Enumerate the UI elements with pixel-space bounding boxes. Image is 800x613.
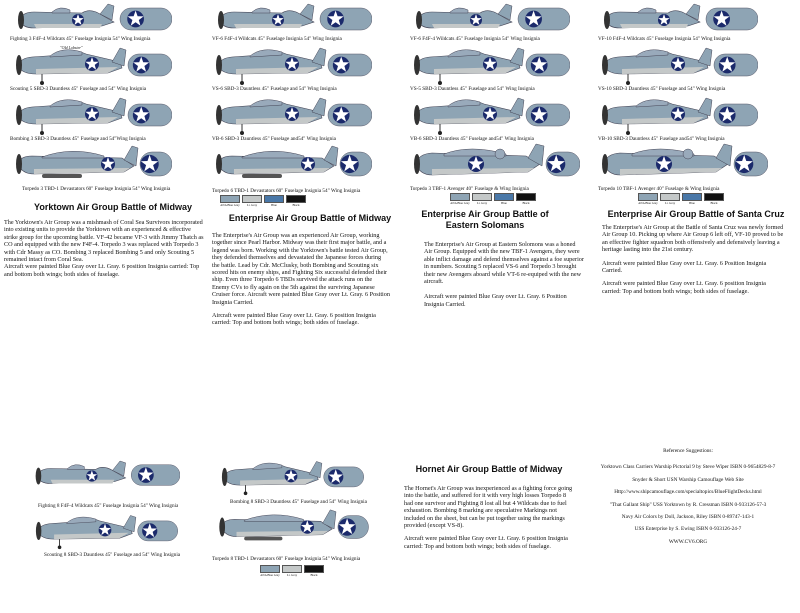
plane-profile: [12, 0, 208, 36]
swatch-blue-gray: [638, 193, 658, 201]
plane-caption: Fighting 3 F4F-4 Wildcats 45" Fuselage Insignia 54" Wing Insignia: [10, 36, 151, 42]
group-paragraph: The Yorktown's Air Group was a mishmash of Coral Sea Survivors incorporated into existing units to provide the Yorktown with an experienced & effective strike group for the upcoming battle. VF-42 became VF-3 with Jimmy Thatch as CO and equipped with the new F4F-4. Torpedo 3 was replaced with Torpedo 3 with Cdr Massy as CO. Bombing 3 replaced Bombing 5 and only Scouting 5 remained intact from Coral Sea.: [4, 219, 204, 264]
swatch-label: Lt. Gray: [664, 201, 676, 205]
swatch-light-gray: [242, 195, 262, 203]
group-title: Enterprise Air Group Battle of Eastern Solomans: [421, 209, 549, 230]
swatch-black: [704, 193, 724, 201]
swatch-blue: [682, 193, 702, 201]
plane-profile: [598, 0, 794, 36]
swatch-label: Lt. Gray: [246, 203, 258, 207]
reference-item: USS Enterprise by S. Ewing ISBN 0-933126-24-7: [634, 526, 742, 533]
swatch-label: ANA Blue Gray: [260, 573, 280, 577]
plane-profile: [598, 42, 794, 86]
swatch-label: Black: [522, 201, 530, 205]
group-title: Yorktown Air Group Battle of Midway: [33, 202, 192, 212]
plane-profile: [12, 142, 208, 186]
plane-caption: VB-6 SBD-3 Dauntless 45" Fuselage and54" Wing Insignia: [410, 136, 534, 142]
reference-suggestions: [588, 448, 788, 551]
plane-caption: Fighting 8 F4F-4 Wildcats 45" Fuselage Insignia 54" Wing Insignia: [38, 503, 179, 509]
group-paragraph: The Enterprise's Air Group at Eastern Solomons was a honed Air Group. Equipped with the new TBF-1 Avengers, they were able inflict damage and defend themselves against a foe superior in numbers. Scouting 5 replaced VS-6 and Torpedo 3 brought their new Avengers aboard while VT-6 re-equiped with the new aircraft.: [424, 241, 584, 286]
plane-caption: VB-6 SBD-3 Dauntless 45" Fuselage and54" Wing Insignia: [212, 136, 336, 142]
plane-profile: [410, 0, 606, 36]
paint-swatches: [220, 195, 408, 207]
plane-profile: [212, 142, 408, 188]
plane-profile: [12, 42, 208, 86]
swatch-blue-gray: [450, 193, 470, 201]
swatch-label: Lt. Gray: [476, 201, 488, 205]
plane-profile: [212, 506, 372, 555]
swatch-black: [516, 193, 536, 201]
enterprise-santa-cruz-column: [598, 0, 794, 295]
plane-caption: Bombing 8 SBD-3 Dauntless 45" Fuselage and 54" Wing Insignia: [230, 499, 367, 505]
plane-caption: VS-10 SBD-3 Dauntless 45" Fuselage and 54" Wing Insignia: [598, 86, 726, 92]
hornet-planes: [30, 456, 400, 606]
plane-profile: [216, 456, 366, 501]
swatch-light-gray: [660, 193, 680, 201]
swatch-label: ANA Blue Gray: [450, 201, 470, 205]
group-paragraph: Aircraft were painted Blue Gray over Lt. Gray. 6 position Insignia carried: Top and bottom both wings; both sides of fuselage.: [404, 535, 568, 550]
swatch-label: ANA Blue Gray: [638, 201, 658, 205]
swatch-black: [304, 565, 324, 573]
group-paragraph: The Enterprise's Air Group was an experienced Air Group, working together since Pearl Harbor. Midway was their first major battle, and a legend was born. Working with the Yorktown's battle tested Air Group, they defended themselves and devastated the Japanese forces during the battle. Lead by Cdr. McClusky, both Bombing and Scouting six scored hits on enemy ships, and Fighting Six successful defended their ship. Even three Torpedo 6 TBDs survived the attack runs on the Enemy CVs to fly again on the 5th against the surviving Japanese Cruiser force. Aircraft were painted Blue Gray over Lt. Gray. 6 Position Insignia Carried.: [212, 232, 390, 306]
plane-profile: [598, 142, 794, 186]
plane-caption: Scouting 5 SBD-3 Dauntless 45" Fuselage and 54" Wing Insignia: [10, 86, 147, 92]
group-paragraph: Aircraft were painted Blue Gray over Lt. Gray. 6 position Insignia carried: Top and bottom both wings; both sides of fuselage.: [212, 312, 376, 327]
plane-profile: [212, 0, 408, 36]
swatch-label: Black: [292, 203, 300, 207]
reference-item: "That Gallant Ship" USS Yorktown by R. Cressman ISBN 0-933126-57-3: [609, 501, 767, 508]
plane-caption: Bombing 3 SBD-3 Dauntless 45" Fuselage and 54"Wing Insignia: [10, 136, 146, 142]
enterprise-midway-column: [212, 0, 408, 327]
group-paragraph: Aircraft were painted Blue Gray over Lt. Gray. 6 position Insignia carried: Top and bottom both wings; both sides of fuselage.: [602, 280, 766, 295]
swatch-blue-gray: [260, 565, 280, 573]
group-title: Enterprise Air Group Battle of Santa Cruz: [607, 209, 785, 219]
swatch-blue: [494, 193, 514, 201]
group-paragraph: The Hornet's Air Group was inexperienced as a fighting force going into the battle, and suffered for it with very high losses Torpedo 8 had one survivor and Fighting 8 lost all but 4 Wildcats due to fuel exhaustion. Bombing 8 marking are speculative Markings not included on the sheet, but can be put together using the markings provided (except VS-8).: [404, 485, 573, 530]
plane-caption: VS-6 SBD-3 Dauntless 45" Fuselage and 54" Wing Insignia: [212, 86, 337, 92]
swatch-label: Lt. Gray: [286, 573, 298, 577]
paint-swatches: [260, 565, 324, 577]
group-paragraph: Aircraft were painted Blue Gray over Lt. Gray. 6 Position Insignia Carried.: [424, 293, 567, 308]
plane-caption: VF-10 F4F-4 Wildcats 45" Fuselage Insignia 54" Wing Insignia: [598, 36, 731, 42]
group-paragraph: The Enterprise's Air Group at the Battle of Santa Cruz was newly formed Air Group 10. Picking up where Air Group 6 left off, VF-10 proved to be an effective fighter squadron both offensively and defensively leaving a heritage lasting into the 21st century.: [602, 224, 784, 254]
plane-caption: VF-6 F4F-4 Wildcats 45" Fuselage Insignia 54" Wing Insignia: [212, 36, 342, 42]
group-paragraph: Aircraft were painted Blue Gray over Lt. Gray. 6 Position Insignia Carried.: [602, 259, 767, 275]
plane-profile: [212, 92, 408, 136]
plane-profile: [12, 92, 208, 136]
plane-profile: [30, 510, 180, 555]
swatch-blue: [264, 195, 284, 203]
group-title: Hornet Air Group Battle of Midway: [415, 464, 563, 474]
reference-item: Yorktown Class Carriers Warship Pictorial 9 by Steve Wiper ISBN 0-9654829-8-7: [600, 464, 776, 471]
plane-caption: Torpedo 3 TBD-1 Devastators 60" Fuselage Insignia 54" Wing Insignia: [22, 186, 171, 192]
plane-profile: [410, 42, 606, 86]
paint-swatches: [638, 193, 794, 205]
reference-item: Snyder & Short USN Warship Camouflage Web Site: [632, 476, 744, 483]
plane-caption: Torpedo 6 TBD-1 Devastators 60" Fuselage Insignia 54" Wing Insignia: [212, 188, 361, 194]
plane-caption: VS-5 SBD-3 Dauntless 45" Fuselage and 54" Wing Insignia: [410, 86, 535, 92]
swatch-label: Black: [710, 201, 718, 205]
group-paragraph: Aircraft were painted Blue Gray over Lt. Gray. 6 position Insignia carried: Top and bottom both wings; both sides of fuselage.: [4, 263, 200, 278]
plane-caption: Torpedo 8 TBD-1 Devastators 60" Fuselage Insignia 54" Wing Insignia: [212, 556, 361, 562]
plane-caption: VB-10 SBD-3 Dauntless 45" Fuselage and54" Wing Insignia: [598, 136, 725, 142]
group-title: Enterprise Air Group Battle of Midway: [228, 213, 392, 223]
swatch-blue-gray: [220, 195, 240, 203]
swatch-label: Black: [310, 573, 318, 577]
plane-caption: Torpedo 3 TBF-1 Avenger 40" Fuselage & Wing Insignia: [410, 186, 529, 192]
swatch-label: Blue: [271, 203, 277, 207]
swatch-black: [286, 195, 306, 203]
hornet-column: [404, 464, 574, 550]
references-heading: Reference Suggestions:: [663, 448, 713, 454]
swatch-light-gray: [472, 193, 492, 201]
yorktown-column: [4, 0, 208, 278]
plane-caption: VF-6 F4F-4 Wildcats 45" Fuselage Insignia 54" Wing Insignia: [410, 36, 540, 42]
enterprise-solomons-column: [410, 0, 606, 308]
plane-profile: [410, 92, 606, 136]
plane-caption: Torpedo 10 TBF-1 Avenger 40" Fuselage & Wing Insignia: [598, 186, 720, 192]
plane-profile: [410, 142, 606, 186]
plane-caption: Scouting 8 SBD-3 Dauntless 45" Fuselage and 54" Wing Insignia: [44, 552, 181, 558]
swatch-label: ANA Blue Gray: [220, 203, 240, 207]
swatch-label: Blue: [689, 201, 695, 205]
plane-profile: [30, 456, 180, 501]
plane-profile: [212, 42, 408, 86]
nose-art-label: "Old Lobster": [60, 45, 83, 50]
swatch-light-gray: [282, 565, 302, 573]
reference-link: WWW.CV6.ORG: [668, 538, 708, 545]
swatch-label: Blue: [501, 201, 507, 205]
paint-swatches: [450, 193, 606, 205]
reference-link: Http://www.shipcamouflage.com/specialtopics/BlueFlightDecks.html: [614, 489, 762, 496]
plane-profile: [598, 92, 794, 136]
reference-item: Navy Air Colors by Doll, Jackson, Riley ISBN 0-89747-143-1: [621, 514, 755, 521]
